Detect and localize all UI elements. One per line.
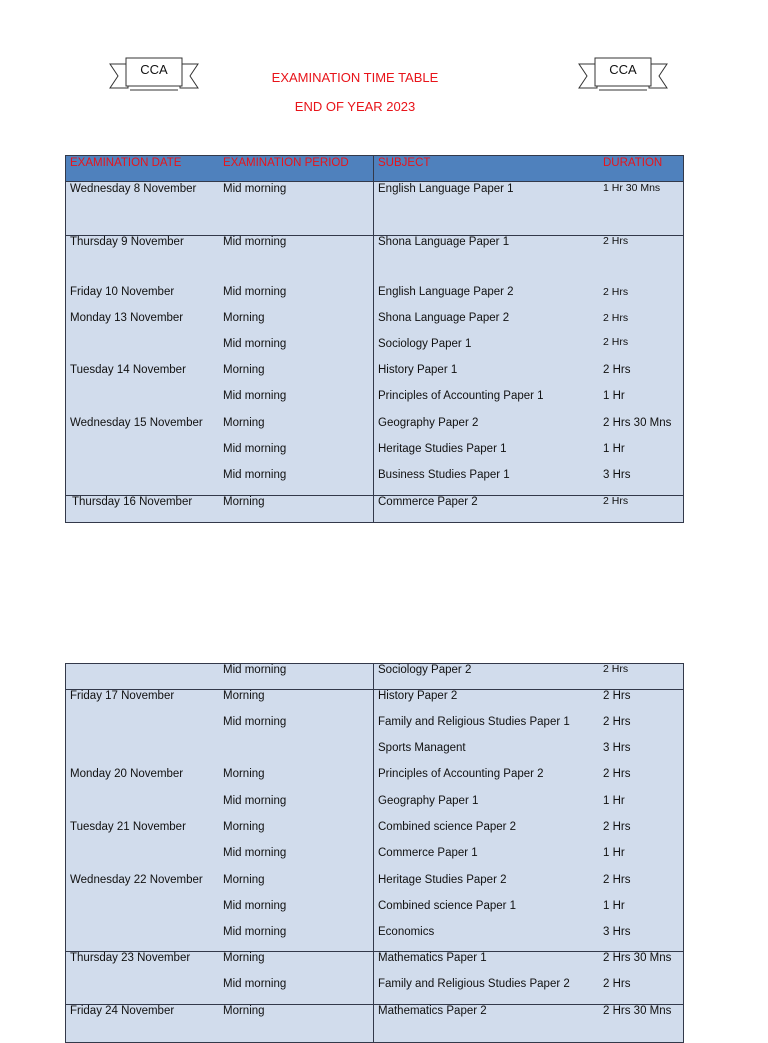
exam-subject: Commerce Paper 2 — [378, 496, 478, 508]
exam-subject: Mathematics Paper 2 — [378, 1005, 487, 1017]
cca-logo-right — [577, 56, 669, 96]
exam-subject: Combined science Paper 2 — [378, 821, 517, 833]
exam-date: Friday 10 November — [70, 286, 175, 298]
exam-date: Monday 13 November — [70, 312, 184, 324]
exam-period: Morning — [223, 768, 265, 780]
exam-duration: 3 Hrs — [603, 926, 631, 938]
exam-period: Morning — [223, 364, 265, 376]
exam-date: Friday 24 November — [70, 1005, 175, 1017]
exam-duration: 2 Hrs 30 Mns — [603, 1005, 672, 1017]
exam-subject: Commerce Paper 1 — [378, 847, 478, 859]
exam-duration: 2 Hrs — [603, 690, 631, 702]
exam-subject: History Paper 1 — [378, 364, 458, 376]
exam-duration: 2 Hrs — [603, 978, 631, 990]
exam-period: Morning — [223, 496, 265, 508]
exam-subject: Principles of Accounting Paper 1 — [378, 390, 544, 402]
exam-duration: 1 Hr — [603, 390, 625, 402]
exam-period: Mid morning — [223, 664, 287, 676]
exam-date: Wednesday 22 November — [70, 874, 203, 886]
exam-period: Morning — [223, 821, 265, 833]
exam-subject: Family and Religious Studies Paper 1 — [378, 716, 570, 728]
exam-period: Mid morning — [223, 795, 287, 807]
cca-logo-left — [108, 56, 200, 96]
exam-duration: 2 Hrs 30 Mns — [603, 417, 672, 429]
exam-duration: 2 Hrs — [603, 716, 631, 728]
exam-period: Mid morning — [223, 900, 287, 912]
exam-date: Thursday 16 November — [72, 496, 193, 508]
exam-date: Monday 20 November — [70, 768, 184, 780]
exam-subject: Family and Religious Studies Paper 2 — [378, 978, 570, 990]
exam-period: Morning — [223, 952, 265, 964]
exam-period: Morning — [223, 312, 265, 324]
exam-subject: Shona Language Paper 2 — [378, 312, 510, 324]
exam-duration: 1 Hr 30 Mns — [603, 182, 661, 194]
exam-subject: English Language Paper 1 — [378, 183, 514, 195]
timetable-page-2 — [65, 663, 684, 1043]
exam-subject: Sociology Paper 1 — [378, 338, 472, 350]
exam-subject: Business Studies Paper 1 — [378, 469, 510, 481]
column-header-duration: DURATION — [603, 157, 663, 169]
exam-period: Mid morning — [223, 978, 287, 990]
exam-period: Morning — [223, 417, 265, 429]
exam-period: Mid morning — [223, 338, 287, 350]
exam-date: Tuesday 14 November — [70, 364, 186, 376]
exam-subject: English Language Paper 2 — [378, 286, 514, 298]
exam-period: Mid morning — [223, 443, 287, 455]
table-row — [66, 1004, 683, 1017]
exam-duration: 1 Hr — [603, 795, 625, 807]
exam-period: Morning — [223, 1005, 265, 1017]
column-header-date: EXAMINATION DATE — [70, 157, 182, 169]
exam-subject: Mathematics Paper 1 — [378, 952, 487, 964]
exam-duration: 1 Hr — [603, 847, 625, 859]
exam-subject: Economics — [378, 926, 435, 938]
exam-period: Mid morning — [223, 390, 287, 402]
exam-period: Mid morning — [223, 926, 287, 938]
exam-period: Morning — [223, 874, 265, 886]
table-header — [66, 156, 683, 182]
exam-period: Mid morning — [223, 236, 287, 248]
exam-duration: 2 Hrs — [603, 874, 631, 886]
column-header-subject: SUBJECT — [378, 157, 431, 169]
timetable-page-1 — [65, 155, 684, 523]
exam-date: Wednesday 8 November — [70, 183, 197, 195]
exam-date: Tuesday 21 November — [70, 821, 186, 833]
exam-period: Mid morning — [223, 469, 287, 481]
exam-duration: 2 Hrs — [603, 336, 629, 348]
table-row — [66, 951, 683, 964]
exam-subject: Combined science Paper 1 — [378, 900, 517, 912]
exam-duration: 3 Hrs — [603, 469, 631, 481]
exam-subject: Sports Managent — [378, 742, 466, 754]
column-divider — [373, 156, 374, 522]
exam-duration: 2 Hrs — [603, 286, 629, 298]
exam-period: Mid morning — [223, 286, 287, 298]
exam-duration: 1 Hr — [603, 443, 625, 455]
exam-duration: 1 Hr — [603, 900, 625, 912]
page-subtitle: END OF YEAR 2023 — [294, 99, 416, 114]
exam-subject: Shona Language Paper 1 — [378, 236, 510, 248]
logo-text: CCA — [609, 62, 637, 77]
exam-duration: 2 Hrs — [603, 495, 629, 507]
exam-date: Thursday 23 November — [70, 952, 191, 964]
exam-duration: 2 Hrs — [603, 663, 629, 675]
table-row — [66, 689, 683, 702]
exam-period: Mid morning — [223, 847, 287, 859]
exam-period: Mid morning — [223, 183, 287, 195]
exam-subject: History Paper 2 — [378, 690, 458, 702]
column-divider — [373, 664, 374, 1042]
exam-duration: 2 Hrs — [603, 768, 631, 780]
page-title: EXAMINATION TIME TABLE — [271, 70, 439, 85]
exam-subject: Principles of Accounting Paper 2 — [378, 768, 544, 780]
exam-duration: 2 Hrs — [603, 312, 629, 324]
exam-duration: 2 Hrs — [603, 235, 629, 247]
exam-subject: Sociology Paper 2 — [378, 664, 472, 676]
exam-date: Friday 17 November — [70, 690, 175, 702]
exam-subject: Geography Paper 1 — [378, 795, 479, 807]
exam-date: Thursday 9 November — [70, 236, 184, 248]
exam-duration: 2 Hrs 30 Mns — [603, 952, 672, 964]
exam-period: Mid morning — [223, 716, 287, 728]
exam-subject: Geography Paper 2 — [378, 417, 479, 429]
column-header-period: EXAMINATION PERIOD — [223, 157, 349, 169]
exam-duration: 3 Hrs — [603, 742, 631, 754]
table-row — [66, 495, 683, 508]
exam-period: Morning — [223, 690, 265, 702]
table-row — [66, 235, 683, 248]
exam-date: Wednesday 15 November — [70, 417, 203, 429]
logo-text: CCA — [140, 62, 168, 77]
exam-duration: 2 Hrs — [603, 821, 631, 833]
exam-duration: 2 Hrs — [603, 364, 631, 376]
exam-subject: Heritage Studies Paper 1 — [378, 443, 507, 455]
exam-subject: Heritage Studies Paper 2 — [378, 874, 507, 886]
